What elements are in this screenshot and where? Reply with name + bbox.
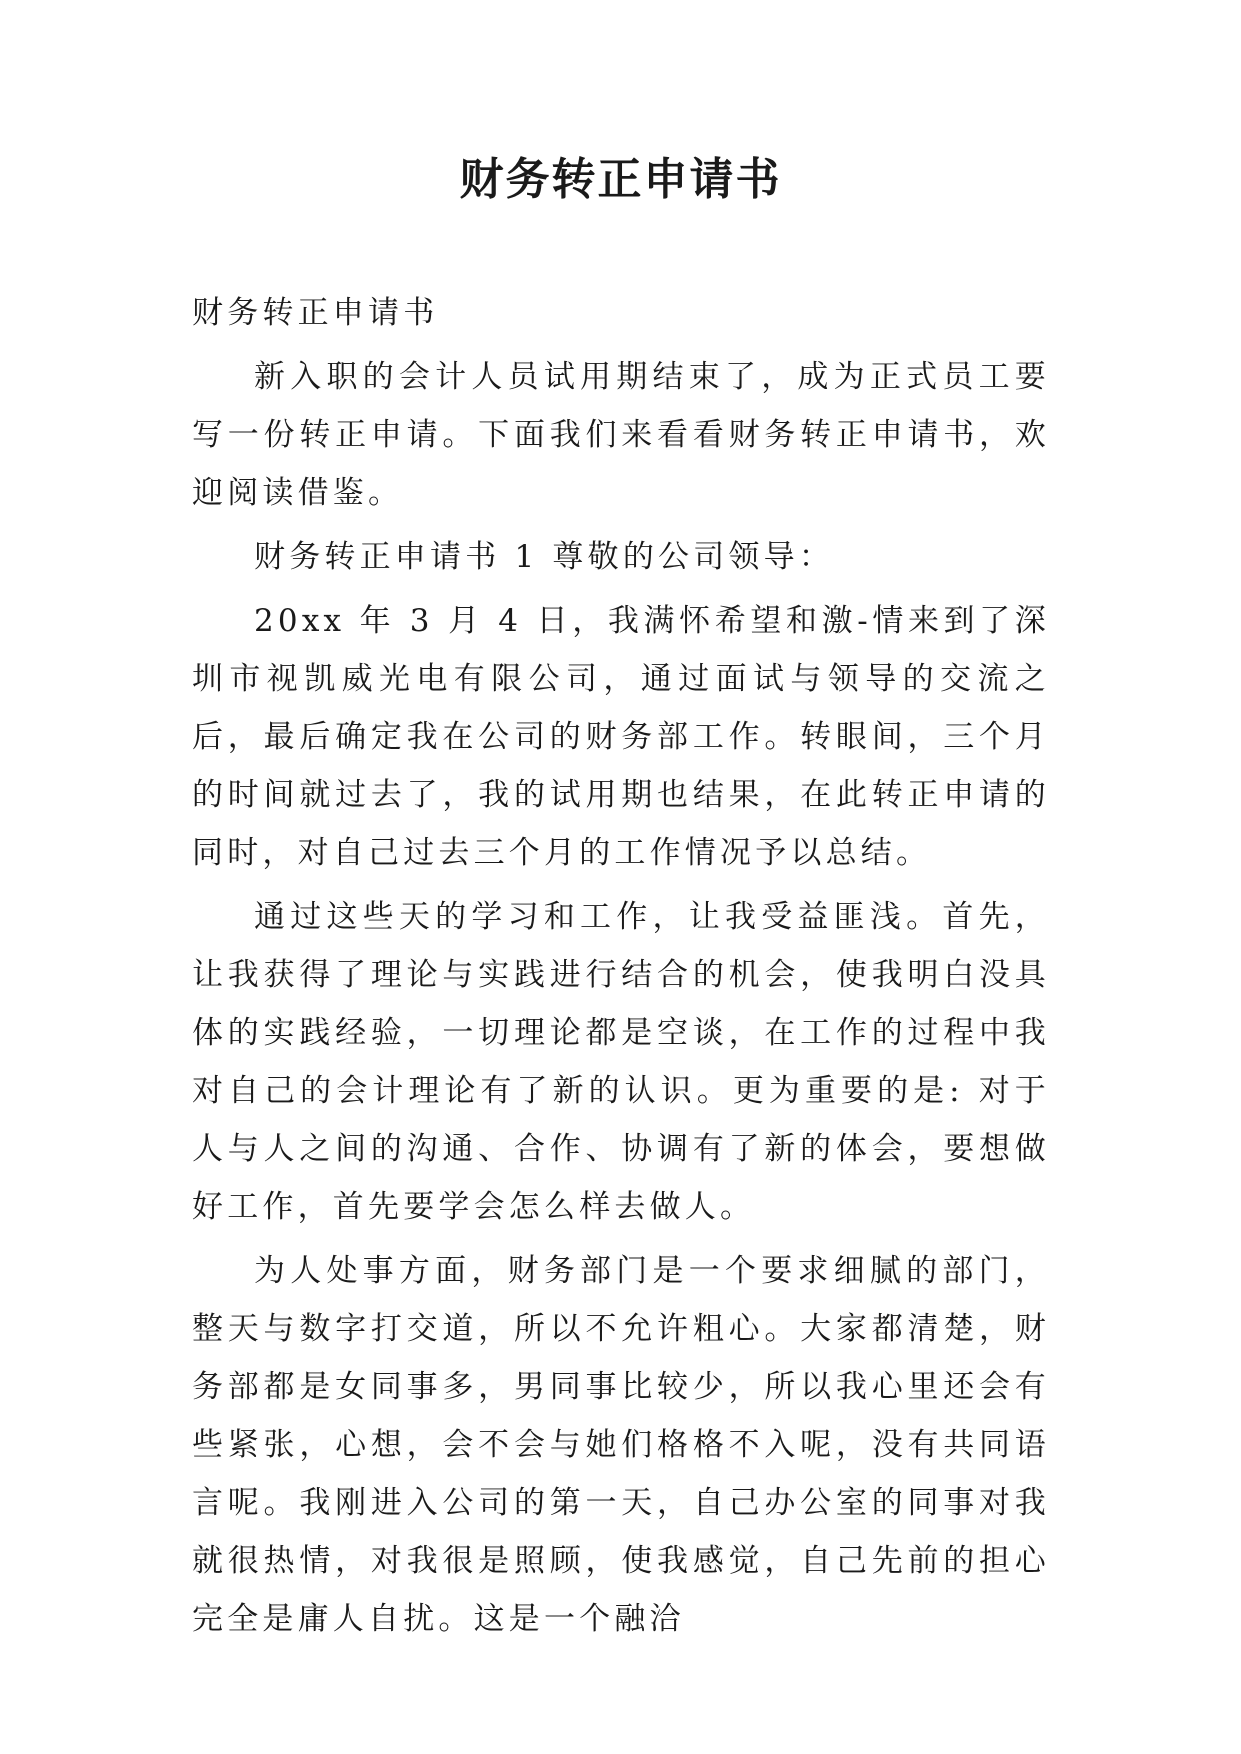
body-paragraph-intro: 新入职的会计人员试用期结束了，成为正式员工要写一份转正申请。下面我们来看看财务转正申请书，欢迎阅读借鉴。 [192, 359, 1050, 511]
body-paragraph-salutation: 财务转正申请书 1 尊敬的公司领导： [254, 539, 835, 575]
body-heading: 财务转正申请书 [192, 295, 439, 331]
document-body [192, 284, 1050, 1654]
body-paragraph-1: 20xx 年 3 月 4 日，我满怀希望和激-情来到了深圳市视凯威光电有限公司，通过面试与领导的交流之后，最后确定我在公司的财务部工作。转眼间，三个月的时间就过去了，我的试用期也结果，在此转正申请的同时，对自己过去三个月的工作情况予以总结。 [192, 603, 1050, 871]
body-paragraph-2: 通过这些天的学习和工作，让我受益匪浅。首先，让我获得了理论与实践进行结合的机会，使我明白没具体的实践经验，一切理论都是空谈，在工作的过程中我对自己的会计理论有了新的认识。更为重要的是: 对于人与人之间的沟通、合作、协调有了新的体会，要想做好工作，首先要学会怎么样去做人。 [192, 899, 1050, 1225]
body-paragraph-3: 为人处事方面，财务部门是一个要求细腻的部门，整天与数字打交道，所以不允许粗心。大家都清楚，财务部都是女同事多，男同事比较少，所以我心里还会有些紧张，心想，会不会与她们格格不入呢，没有共同语言呢。我刚进入公司的第一天，自己办公室的同事对我就很热情，对我很是照顾，使我感觉，自己先前的担心完全是庸人自扰。这是一个融洽 [192, 1253, 1050, 1637]
page-title: 财务转正申请书 [459, 154, 782, 205]
